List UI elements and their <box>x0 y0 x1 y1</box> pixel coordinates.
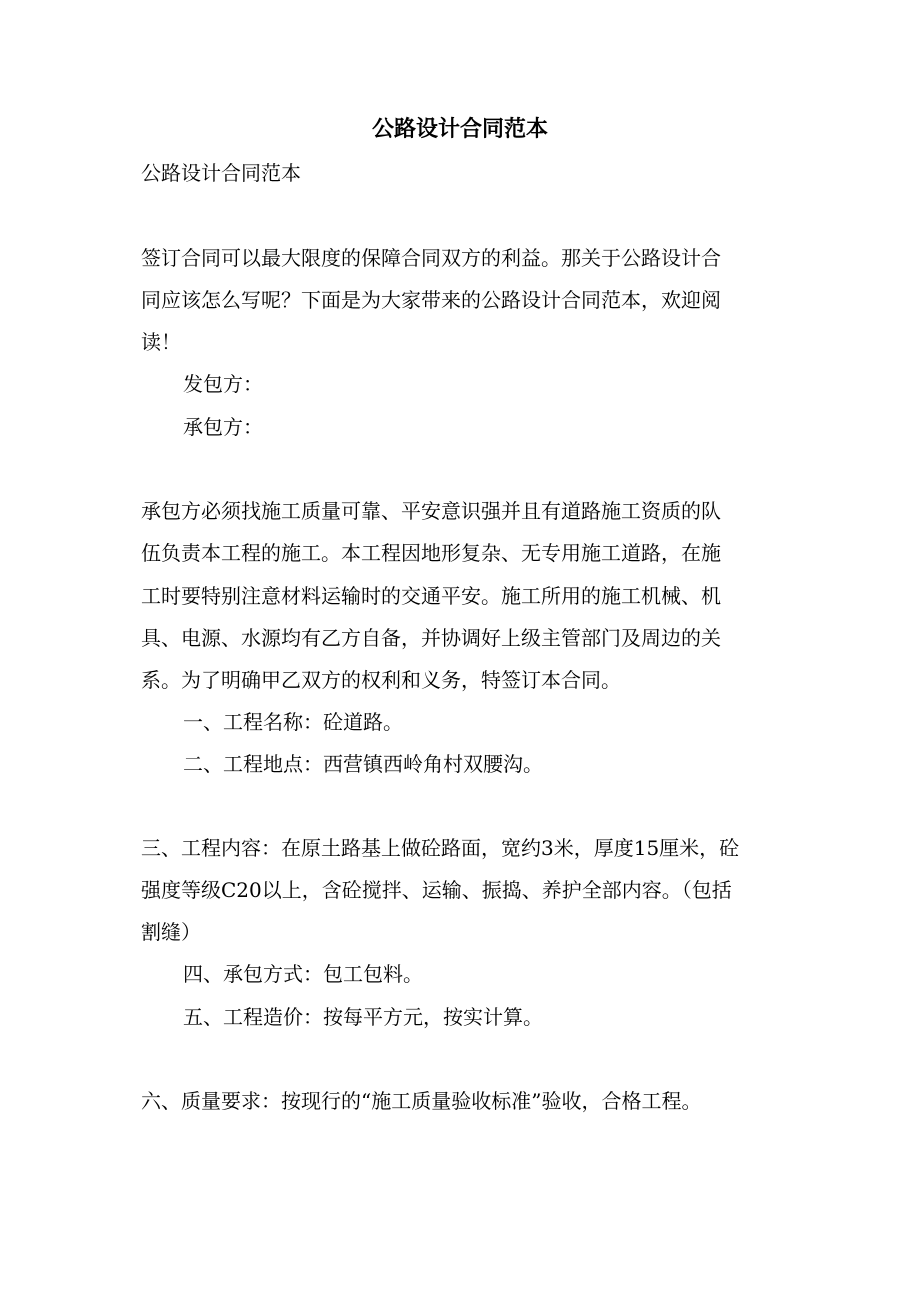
clause-project-location: 二、工程地点：西营镇西岭角村双腰沟。 <box>183 752 543 776</box>
clause-project-content-line: 强度等级C20以上，含砼搅拌、运输、振捣、养护全部内容。（包括 <box>141 878 732 902</box>
clause-contract-method: 四、承包方式：包工包料。 <box>183 962 423 986</box>
requirements-line: 工时要特别注意材料运输时的交通平安。施工所用的施工机械、机 <box>141 584 721 608</box>
clause-project-name: 一、工程名称：砼道路。 <box>183 710 403 734</box>
intro-line: 读！ <box>141 330 181 354</box>
clause-quality-requirement: 六、质量要求：按现行的“施工质量验收标准”验收，合格工程。 <box>141 1089 702 1113</box>
requirements-line: 具、电源、水源均有乙方自备，并协调好上级主管部门及周边的关 <box>141 626 721 650</box>
document-subtitle: 公路设计合同范本 <box>141 161 301 185</box>
clause-project-content-line: 三、工程内容：在原土路基上做砼路面，宽约3米，厚度15厘米，砼 <box>141 836 740 860</box>
requirements-line: 承包方必须找施工质量可靠、平安意识强并且有道路施工资质的队 <box>141 499 721 523</box>
intro-line: 签订合同可以最大限度的保障合同双方的利益。那关于公路设计合 <box>141 246 721 270</box>
clause-project-content-line: 割缝） <box>141 920 201 944</box>
party-a-label: 发包方： <box>183 372 263 396</box>
document-title: 公路设计合同范本 <box>371 116 548 142</box>
requirements-line: 系。为了明确甲乙双方的权利和义务，特签订本合同。 <box>141 668 621 692</box>
requirements-line: 伍负责本工程的施工。本工程因地形复杂、无专用施工道路，在施 <box>141 541 721 565</box>
party-b-label: 承包方： <box>183 415 263 439</box>
clause-project-cost: 五、工程造价：按每平方元，按实计算。 <box>183 1005 543 1029</box>
intro-line: 同应该怎么写呢？下面是为大家带来的公路设计合同范本，欢迎阅 <box>141 288 721 312</box>
